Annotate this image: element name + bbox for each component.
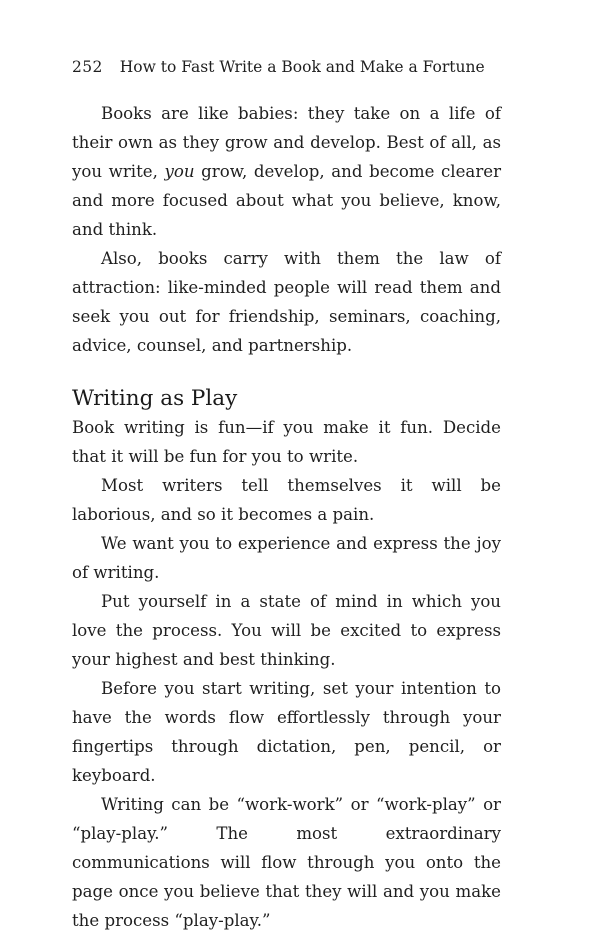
- running-head: [72, 57, 485, 77]
- section-paragraph-4: Put yourself in a state of mind in which you love the process. You will be excited to express your highest and best thinking.: [72, 592, 501, 669]
- page-number: 252: [72, 58, 103, 76]
- intro-paragraph-1: [72, 99, 501, 244]
- running-title: How to Fast Write a Book and Make a Fortune: [119, 58, 485, 76]
- intro-paragraph-1-start: Books are like babies: they take on a life of their own as they grow and develop. Best of all, as you write,: [72, 104, 501, 181]
- section-paragraph-5: Before you start writing, set your intention to have the words flow effortlessly through your fingertips through dictation, pen, pencil, or keyboard.: [72, 679, 501, 785]
- section-paragraph-1: Book writing is fun—if you make it fun. Decide that it will be fun for you to write.: [72, 418, 501, 466]
- intro-paragraph-1-emphasis: you: [164, 162, 195, 181]
- section-paragraph-2: Most writers tell themselves it will be laborious, and so it becomes a pain.: [72, 476, 501, 524]
- intro-paragraph-1-end: grow, develop, and become clearer and more focused about what you believe, know, and think.: [72, 162, 501, 239]
- intro-paragraph-2: Also, books carry with them the law of attraction: like-minded people will read them and seek you out for friendship, seminars, coaching, advice, counsel, and partnership.: [72, 249, 501, 355]
- section-heading: Writing as Play: [72, 386, 238, 411]
- section-paragraph-6: Writing can be “work-work” or “work-play” or “play-play.” The most extraordinary communications will flow through you onto the page once you believe that they will and you make the process “play-play.”: [72, 795, 501, 930]
- writing-as-play-section: [72, 385, 501, 935]
- section-paragraph-3: We want you to experience and express the joy of writing.: [72, 534, 501, 582]
- intro-text: [72, 99, 501, 360]
